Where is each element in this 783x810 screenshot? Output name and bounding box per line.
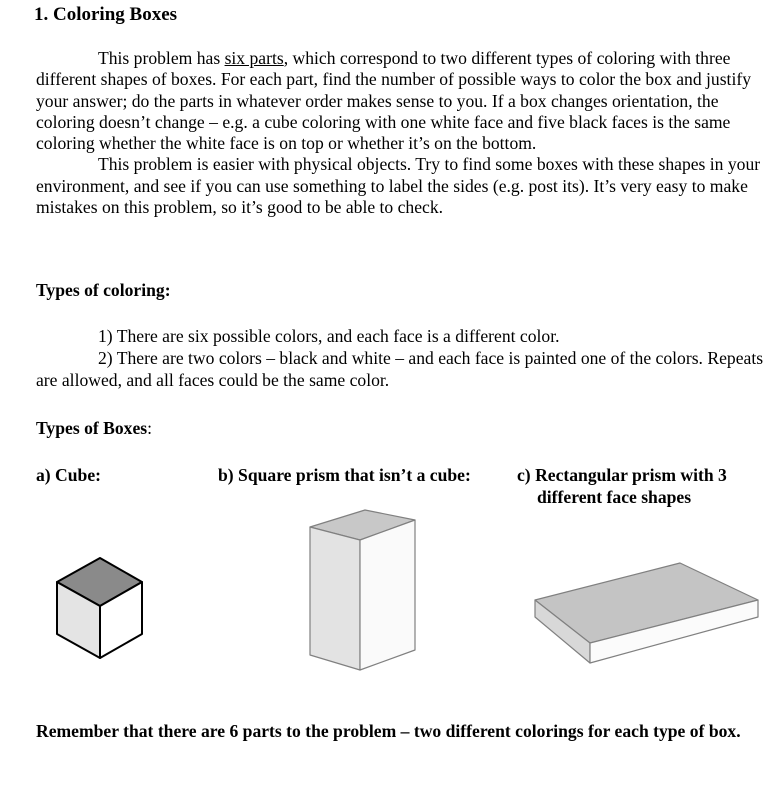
square-prism-label: b) Square prism that isn’t a cube:	[218, 465, 471, 485]
coloring-item-1: 1) There are six possible colors, and each face is a different color.	[98, 326, 560, 346]
six-parts-underlined: six parts	[224, 48, 284, 68]
cube-label: a) Cube:	[36, 465, 101, 485]
rect-prism-label-line1: c) Rectangular prism with 3	[517, 465, 727, 485]
coloring-list	[36, 325, 766, 391]
reminder-note: Remember that there are 6 parts to the problem – two different colorings for each type of box.	[36, 721, 741, 741]
problem-title: 1. Coloring Boxes	[34, 4, 178, 25]
intro-p1-rest: , which correspond to two different types of coloring with three different shapes of boxes. For each part, find the number of possible ways to color the box and justify your answer; do the parts in whatever order makes sense to you. If a box changes orientation, the coloring doesn’t change – e.g. a cube coloring with one white face and five black faces is the same coloring whether the white face is on top or whether it’s on the bottom.	[36, 48, 751, 154]
intro-p1-start: This problem has	[98, 48, 225, 68]
coloring-item-2: 2) There are two colors – black and white – and each face is painted one of the colors. Repeats are allowed, and all faces could be the same color.	[36, 348, 764, 390]
intro-paragraph-1	[36, 48, 766, 154]
cube-illustration	[50, 555, 150, 665]
square-prism-illustration	[305, 505, 420, 675]
coloring-heading: Types of coloring:	[36, 280, 171, 300]
rect-prism-illustration	[530, 555, 765, 670]
boxes-heading-text: Types of Boxes	[36, 418, 148, 438]
boxes-heading-colon: :	[147, 418, 152, 438]
intro-paragraph-2: This problem is easier with physical objects. Try to find some boxes with these shapes in your environment, and see if you can use something to label the sides (e.g. post its). It’s very easy to make mistakes on this problem, so it’s good to be able to check.	[36, 154, 761, 218]
rect-prism-label-line2: different face shapes	[537, 487, 692, 507]
intro-paragraphs	[36, 48, 766, 218]
boxes-heading	[36, 418, 152, 439]
